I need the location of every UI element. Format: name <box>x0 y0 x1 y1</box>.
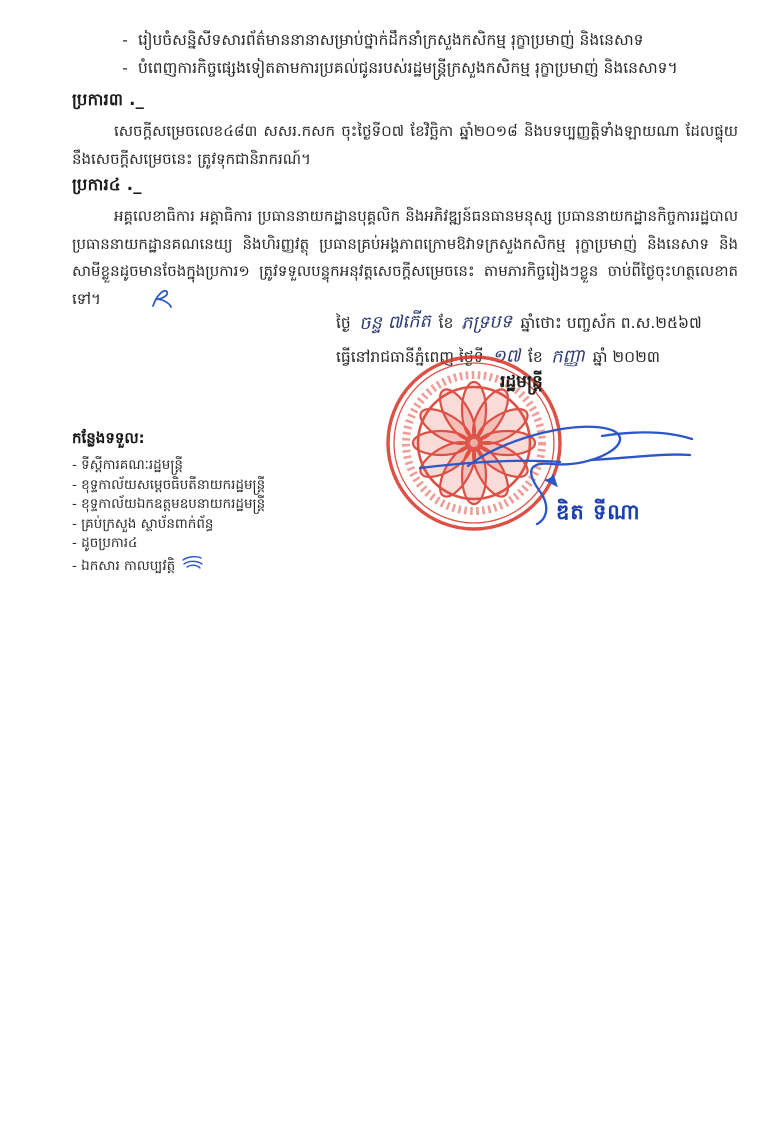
bullet-dash: - <box>122 31 128 49</box>
article3-paragraph <box>72 118 738 173</box>
recipients-block <box>72 429 372 576</box>
paraph-icon <box>107 286 175 322</box>
dateline-year: ឆ្នាំ ២០២៣ <box>592 348 661 366</box>
list-item <box>112 26 742 54</box>
recipient-item: - ទីស្តីការគណៈរដ្ឋមន្ត្រី <box>72 457 183 473</box>
article3-body: សេចក្តីសម្រេចលេខ៤៨៣ សសរ.កសក ចុះថ្ងៃទី០៧ ខែវិច្ឆិកា ឆ្នាំ២០១៨ និងបទប្បញ្ញត្តិទាំងឡាយណា ដែលផ្ទុយនឹងសេចក្តីសម្រេចនេះ ត្រូវទុកជានិរាករណ៍។ <box>72 122 738 168</box>
recipients-heading: កន្លែងទទួល: <box>72 429 145 447</box>
recipient-item: - ខុទ្ទកាល័យឯកឧត្តមឧបនាយករដ្ឋមន្ត្រី <box>72 496 266 512</box>
dateline-month-label: ខែ <box>438 314 454 332</box>
recipient-item: - គ្រប់ក្រសួង ស្ថាប័នពាក់ព័ន្ធ <box>72 515 214 532</box>
paraph-icon <box>181 554 203 577</box>
handwritten-month-name: កញ្ញា <box>550 345 586 368</box>
recipient-item <box>72 554 372 577</box>
list-item <box>112 54 742 82</box>
signature-icon <box>398 398 698 528</box>
handwritten-lunar-day: ចន្ទ ៧កើត <box>358 310 432 335</box>
dateline-day-label: ថ្ងៃ <box>336 314 351 332</box>
dateline-lunar <box>336 306 756 340</box>
dateline-month-label: ខែ <box>527 348 543 366</box>
dateline-buddhist-year: ឆ្នាំថោះ បញ្ចស័ក ព.ស.២៥៦៧ <box>520 314 702 332</box>
recipient-item: - ខុទ្ទកាល័យសម្តេចធិបតីនាយករដ្ឋមន្ត្រី <box>72 476 266 493</box>
dateline-place-label: ធ្វើនៅរាជធានីភ្នំពេញ ថ្ងៃទី <box>336 348 484 366</box>
handwritten-day-number: ១៧ <box>491 345 521 368</box>
article3-heading: ប្រការ៣ ._ <box>72 90 145 109</box>
signer-name: ឌិត ទីណា <box>556 500 641 524</box>
bullet-text: រៀបចំសន្និសីទសារព័ត៌មាននានាសម្រាប់ថ្នាក់ដឹកនាំក្រសួងកសិកម្ម រុក្ខាប្រមាញ់ និងនេសាទ <box>138 31 644 49</box>
recipient-text: - ឯកសារ កាលប្បវត្តិ <box>72 557 176 574</box>
handwritten-lunar-month: ភទ្របទ <box>461 311 513 334</box>
article4-heading: ប្រការ៤ ._ <box>72 175 142 194</box>
article4-paragraph <box>72 203 738 321</box>
recipient-item: - ដូចប្រការ៤ <box>72 535 138 551</box>
duty-bullet-list <box>112 26 742 82</box>
bullet-dash: - <box>122 59 128 77</box>
bullet-text: បំពេញការកិច្ចផ្សេងទៀតតាមការប្រគល់ជូនរបស់រដ្ឋមន្ត្រីក្រសួងកសិកម្ម រុក្ខាប្រមាញ់ និងនេសាទ។ <box>138 59 678 77</box>
article4-body: អគ្គលេខាធិការ អគ្គាធិការ ប្រធាននាយកដ្ឋានបុគ្គលិក និងអភិវឌ្ឍន៍ធនធានមនុស្ស ប្រធាននាយកដ្ឋានកិច្ចការរដ្ឋបាល ប្រធាននាយកដ្ឋានគណនេយ្យ និងហិរញ្ញវត្ថុ ប្រធានគ្រប់អង្គភាពក្រោមឱវាទក្រសួងកសិកម្ម រុក្ខាប្រមាញ់ និងនេសាទ និងសាមីខ្លួនដូចមានចែងក្នុងប្រការ១ ត្រូវទទួលបន្ទុកអនុវត្តសេចក្តីសម្រេចនេះ តាមភារកិច្ចរៀងៗខ្លួន ចាប់ពីថ្ងៃចុះហត្ថលេខាតទៅ។ <box>72 207 738 308</box>
signer-title: រដ្ឋមន្ត្រី <box>500 372 543 392</box>
